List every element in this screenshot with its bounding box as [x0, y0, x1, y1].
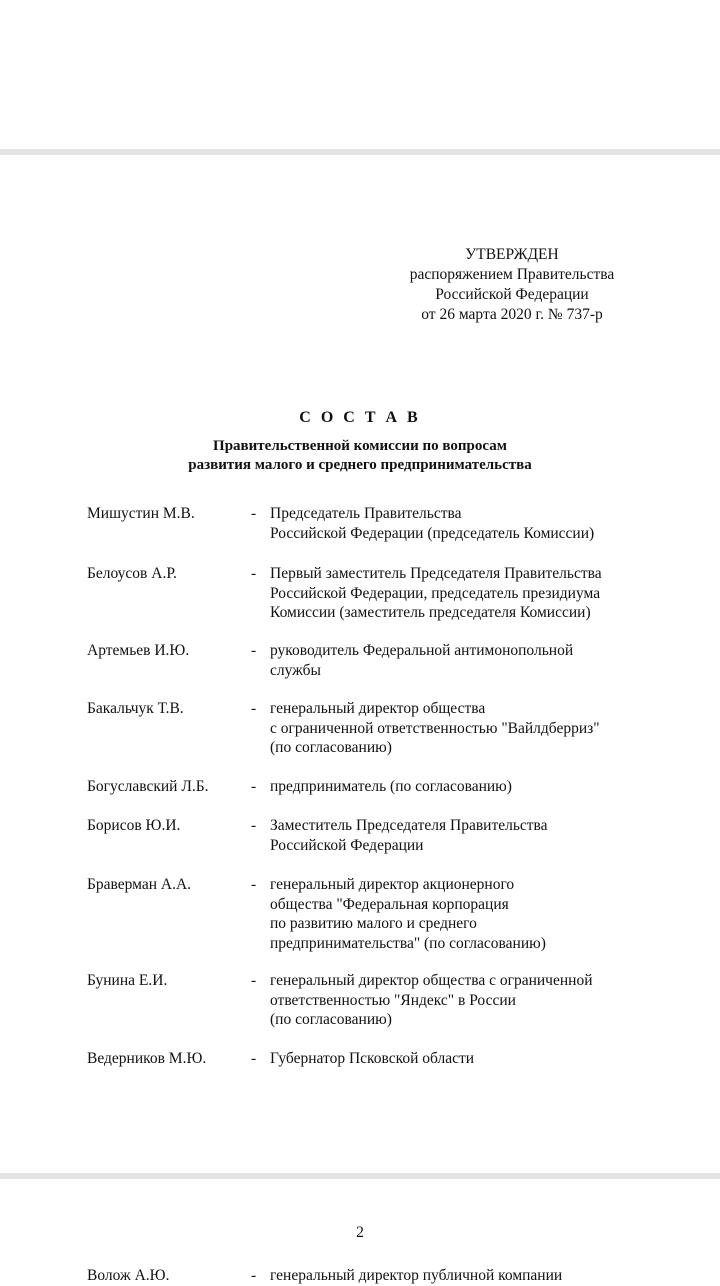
member-role-line: ответственностью "Яндекс" в России: [270, 991, 516, 1009]
document-title: С О С Т А В: [299, 409, 421, 426]
member-name: Ведерников М.Ю.: [87, 1050, 207, 1067]
approval-line: от 26 марта 2020 г. № 737-р: [421, 306, 603, 323]
member-role-line: службы: [270, 661, 321, 679]
member-role: [270, 777, 650, 797]
member-role-line: с ограниченной ответственностью "Вайлдберриз": [270, 719, 600, 737]
member-role-line: руководитель Федеральной антимонопольной: [270, 642, 574, 659]
member-role-line: Председатель Правительства: [270, 505, 462, 522]
member-name: Мишустин М.В.: [87, 505, 195, 522]
member-role: [270, 1266, 650, 1286]
member-role-line: по развитию малого и среднего: [270, 915, 477, 932]
member-dash: -: [251, 565, 257, 582]
member-role-line: предпринимательства" (по согласованию): [270, 934, 546, 952]
member-dash: -: [251, 642, 257, 659]
document-subtitle: [150, 437, 570, 475]
member-dash: -: [251, 700, 257, 717]
member-role-line: генеральный директор общества с ограниченной: [270, 972, 593, 989]
member-name: Богуславский Л.Б.: [87, 778, 209, 795]
member-role: [270, 504, 650, 543]
approval-line: распоряжением Правительства: [409, 266, 615, 283]
member-role-line: генеральный директор акционерного: [270, 876, 515, 893]
member-name: Браверман А.А.: [87, 876, 192, 893]
member-dash: -: [251, 1050, 257, 1067]
member-name: Артемьев И.Ю.: [87, 642, 190, 659]
member-role: [270, 816, 650, 855]
member-role-line: (по согласованию): [270, 1011, 392, 1028]
member-role-line: Комиссии (заместитель председателя Комиссии): [270, 604, 591, 621]
member-role: [270, 699, 650, 758]
member-role-line: (по согласованию): [270, 739, 392, 756]
member-role-line: общества "Федеральная корпорация: [270, 895, 509, 913]
member-name: Борисов Ю.И.: [87, 817, 181, 834]
member-role: [270, 641, 650, 680]
approval-line: УТВЕРЖДЕН: [465, 246, 559, 263]
member-role-line: Российской Федерации: [270, 836, 424, 854]
subtitle-line: развития малого и среднего предпринимательства: [188, 457, 532, 473]
subtitle-line: Правительственной комиссии по вопросам: [213, 438, 507, 454]
member-role: [270, 875, 650, 953]
member-role: [270, 564, 650, 623]
member-role-line: Российской Федерации (председатель Комиссии): [270, 524, 595, 542]
member-name: Бакальчук Т.В.: [87, 700, 184, 717]
approval-line: Российской Федерации: [435, 286, 589, 303]
page-separator: [0, 1173, 720, 1179]
page-number: 2: [356, 1224, 364, 1241]
member-role: [270, 971, 650, 1030]
member-name: Белоусов А.Р.: [87, 565, 177, 582]
member-role-line: Первый заместитель Председателя Правительства: [270, 565, 602, 582]
member-role-line: генеральный директор публичной компании: [270, 1267, 563, 1284]
member-dash: -: [251, 972, 257, 989]
page-separator: [0, 149, 720, 155]
member-name: Бунина Е.И.: [87, 972, 168, 989]
member-role-line: Губернатор Псковской области: [270, 1050, 475, 1067]
member-name: Волож А.Ю.: [87, 1267, 170, 1284]
member-dash: -: [251, 876, 257, 893]
member-dash: -: [251, 1267, 257, 1284]
member-dash: -: [251, 505, 257, 522]
member-dash: -: [251, 817, 257, 834]
member-role-line: предприниматель (по согласованию): [270, 778, 512, 795]
member-role: [270, 1049, 650, 1069]
member-role-line: Заместитель Председателя Правительства: [270, 817, 548, 834]
member-role-line: Российской Федерации, председатель президиума: [270, 584, 601, 602]
approval-block: [390, 245, 634, 325]
member-dash: -: [251, 778, 257, 795]
member-role-line: генеральный директор общества: [270, 700, 486, 717]
